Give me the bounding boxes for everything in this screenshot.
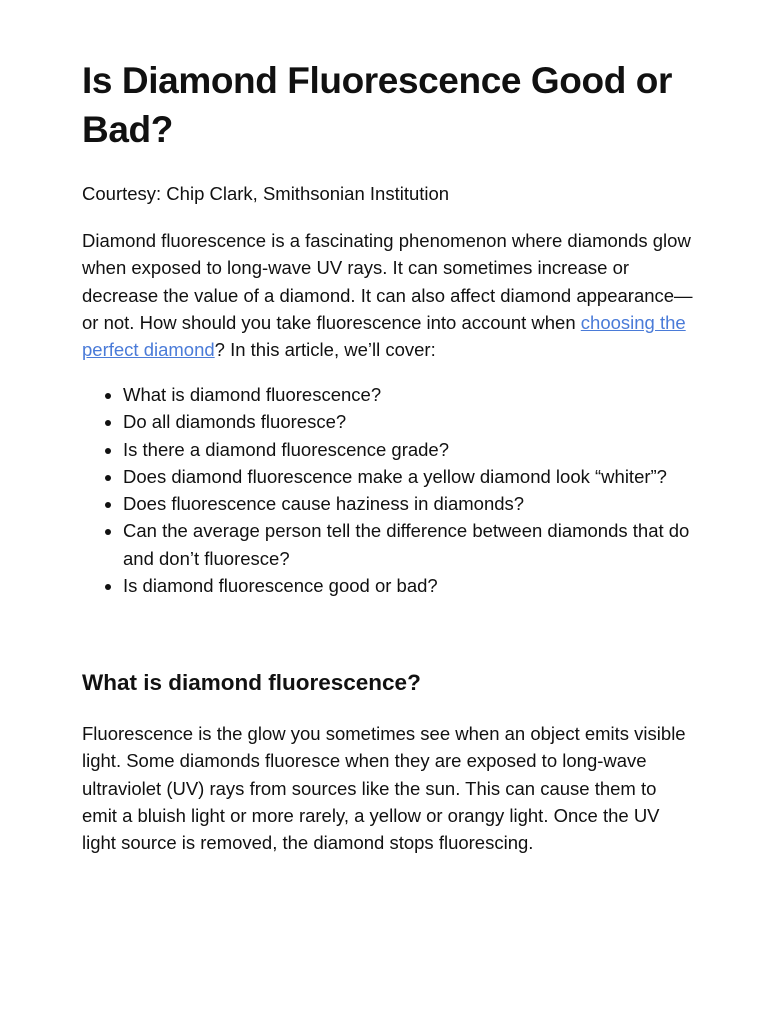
intro-paragraph — [82, 227, 702, 363]
choosing-diamond-link[interactable]: choosing the perfect diamond — [82, 311, 686, 361]
list-item: • Is diamond fluorescence good or bad? — [123, 572, 703, 599]
article-title: Is Diamond Fluorescence Good or Bad? — [82, 60, 672, 150]
image-credit: Courtesy: Chip Clark, Smithsonian Institution — [82, 183, 450, 204]
article-contents-list — [82, 381, 703, 599]
section-paragraph: Fluorescence is the glow you sometimes see when an object emits visible light. Some diamonds fluoresce when they are exposed to long-wave ultraviolet (UV) rays from sources like the sun. This can cause them to emit a bluish light or more rarely, a yellow or orangy light. Once the UV light source is removed, the diamond stops fluorescing. — [82, 723, 686, 854]
list-item: • Do all diamonds fluoresce? — [123, 408, 703, 435]
intro-text-start: Diamond fluorescence is a fascinating phenomenon where diamonds glow when exposed to long-wave UV rays. It can sometimes increase or decrease the value of a diamond. It can also affect diamond appearance—or not. How should you take fluorescence into account when — [82, 230, 693, 333]
list-item: • Is there a diamond fluorescence grade? — [123, 436, 703, 463]
list-item: • Does fluorescence cause haziness in diamonds? — [123, 490, 703, 517]
section-heading: What is diamond fluorescence? — [82, 670, 421, 695]
list-item: • Can the average person tell the difference between diamonds that do and don’t fluoresce? — [123, 517, 703, 572]
list-item: • Does diamond fluorescence make a yellow diamond look “whiter”? — [123, 463, 703, 490]
intro-text-end: ? In this article, we’ll cover: — [214, 339, 436, 361]
list-item: • What is diamond fluorescence? — [123, 381, 703, 408]
